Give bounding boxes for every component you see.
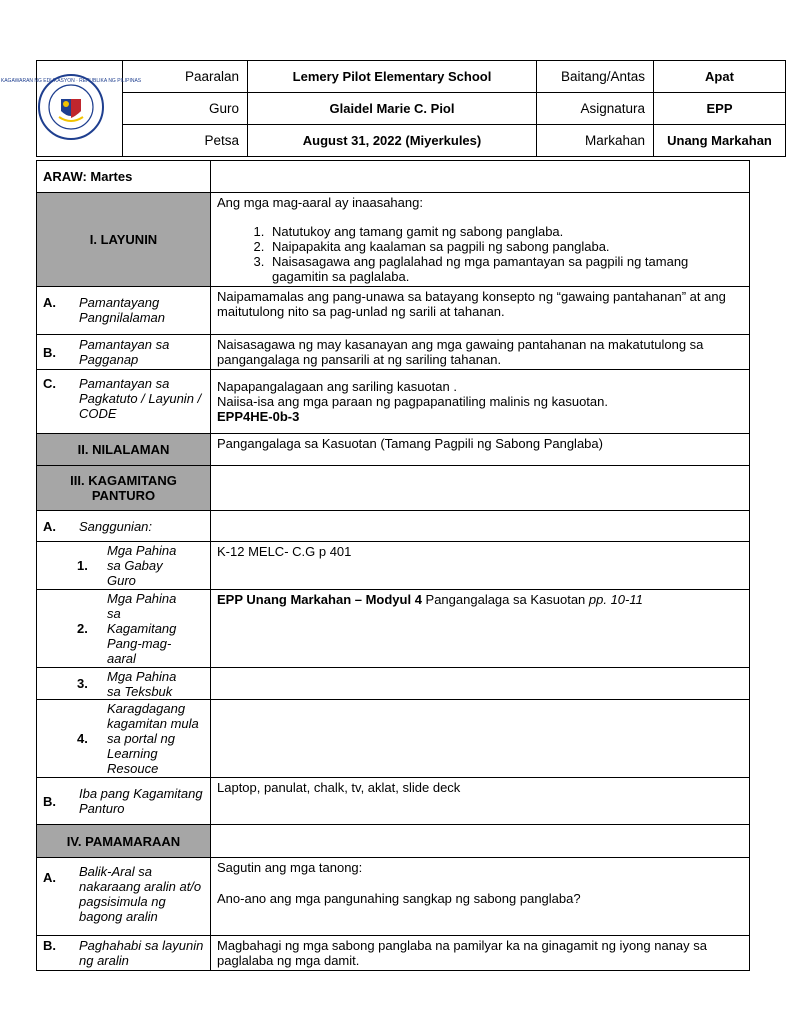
karagdagang-kagamitan-label: 4. Karagdagang kagamitan mula sa portal ng Learning Resouce (37, 700, 211, 778)
layunin-content (211, 193, 750, 287)
asignatura-label: Asignatura (537, 93, 654, 125)
kagamitang-pang-mag-aaral-label: 2. Mga Pahina sa Kagamitang Pang-mag-aaral (37, 590, 211, 668)
pagkatuto-code: EPP4HE-0b-3 (217, 409, 300, 424)
layunin-title: I. LAYUNIN (37, 193, 211, 287)
pamantayang-pangnilalaman-text: Naipamamalas ang pang-unawa sa batayang konsepto ng “gawaing pantahanan” at ang maitutulong nito sa pag-unlad ng sarili at tahanan. (211, 287, 750, 335)
araw-cell: ARAW: Martes (37, 161, 211, 193)
baitang-label: Baitang/Antas (537, 61, 654, 93)
pamantayang-pangnilalaman-label: A. Pamantayang Pangnilalaman (37, 287, 211, 335)
paghahabi-text: Magbahagi ng mga sabong panglaba na pamilyar ka na ginagamit ng iyong nanay sa paglalaba ng mga damit. (211, 936, 750, 971)
teksbuk-text (211, 668, 750, 700)
iba-pang-kagamitan-label: B. Iba pang Kagamitang Panturo (37, 778, 211, 825)
header-table (0, 60, 786, 157)
layunin-intro: Ang mga mag-aaral ay inaasahang: (217, 195, 423, 210)
gabay-guro-text: K-12 MELC- C.G p 401 (211, 542, 750, 590)
paghahabi-label: B. Paghahabi sa layunin ng aralin (37, 936, 211, 971)
paaralan-value: Lemery Pilot Elementary School (248, 61, 537, 93)
pamantayan-pagkatuto-label: C. Pamantayan sa Pagkatuto / Layunin / CODE (37, 370, 211, 434)
balik-aral-text-2: Ano-ano ang mga pangunahing sangkap ng sabong panglaba? (217, 891, 581, 906)
balik-aral-content (211, 858, 750, 936)
pagkatuto-text-2: Naiisa-isa ang mga paraan ng pagpapanatiling malinis ng kasuotan. (217, 394, 608, 409)
iba-pang-kagamitan-text: Laptop, panulat, chalk, tv, aklat, slide deck (211, 778, 750, 825)
list-item: 1. Natutukoy ang tamang gamit ng sabong panglaba. (268, 224, 743, 239)
markahan-value: Unang Markahan (654, 125, 786, 157)
kagamitan-title: III. KAGAMITANG PANTURO (37, 466, 211, 511)
nilalaman-text: Pangangalaga sa Kasuotan (Tamang Pagpili ng Sabong Panglaba) (211, 434, 750, 466)
gabay-guro-label: 1. Mga Pahina sa Gabay Guro (37, 542, 211, 590)
teksbuk-label: 3. Mga Pahina sa Teksbuk (37, 668, 211, 700)
list-item: 2. Naipapakita ang kaalaman sa pagpili ng sabong panglaba. (268, 239, 743, 254)
pamantayan-pagganap-text: Naisasagawa ng may kasanayan ang mga gawaing pantahanan na makatutulong sa pangangalaga ng pansarili at ng sariling tahanan. (211, 335, 750, 370)
pamamaraan-title: IV. PAMAMARAAN (37, 825, 211, 858)
kagamitang-pang-mag-aaral-text: EPP Unang Markahan – Modyul 4 Pangangalaga sa Kasuotan pp. 10-11 (211, 590, 750, 668)
paaralan-label: Paaralan (123, 61, 248, 93)
lesson-plan-table (36, 160, 750, 971)
pamantayan-pagganap-label: B. Pamantayan sa Pagganap (37, 335, 211, 370)
deped-seal-cell (0, 61, 142, 157)
balik-aral-text-1: Sagutin ang mga tanong: (217, 860, 363, 875)
petsa-value: August 31, 2022 (Miyerkules) (248, 125, 537, 157)
layunin-list (217, 224, 743, 284)
baitang-value: Apat (654, 61, 786, 93)
guro-label: Guro (123, 93, 248, 125)
markahan-label: Markahan (537, 125, 654, 157)
pagkatuto-text-1: Napapangalagaan ang sariling kasuotan . (217, 379, 457, 394)
nilalaman-title: II. NILALAMAN (37, 434, 211, 466)
pamantayan-pagkatuto-content (211, 370, 750, 434)
deped-seal-icon (0, 73, 142, 141)
guro-value: Glaidel Marie C. Piol (248, 93, 537, 125)
asignatura-value: EPP (654, 93, 786, 125)
list-item: 3. Naisasagawa ang paglalahad ng mga pamantayan sa pagpili ng tamang gagamitin sa paglalaba. (268, 254, 743, 284)
sanggunian-label: A. Sanggunian: (37, 511, 211, 542)
petsa-label: Petsa (123, 125, 248, 157)
seal-text: KAGAWARAN NG EDUKASYON · REPUBLIKA NG PILIPINAS (0, 78, 142, 84)
karagdagang-kagamitan-text (211, 700, 750, 778)
balik-aral-label: A. Balik-Aral sa nakaraang aralin at/o pagsisimula ng bagong aralin (37, 858, 211, 936)
